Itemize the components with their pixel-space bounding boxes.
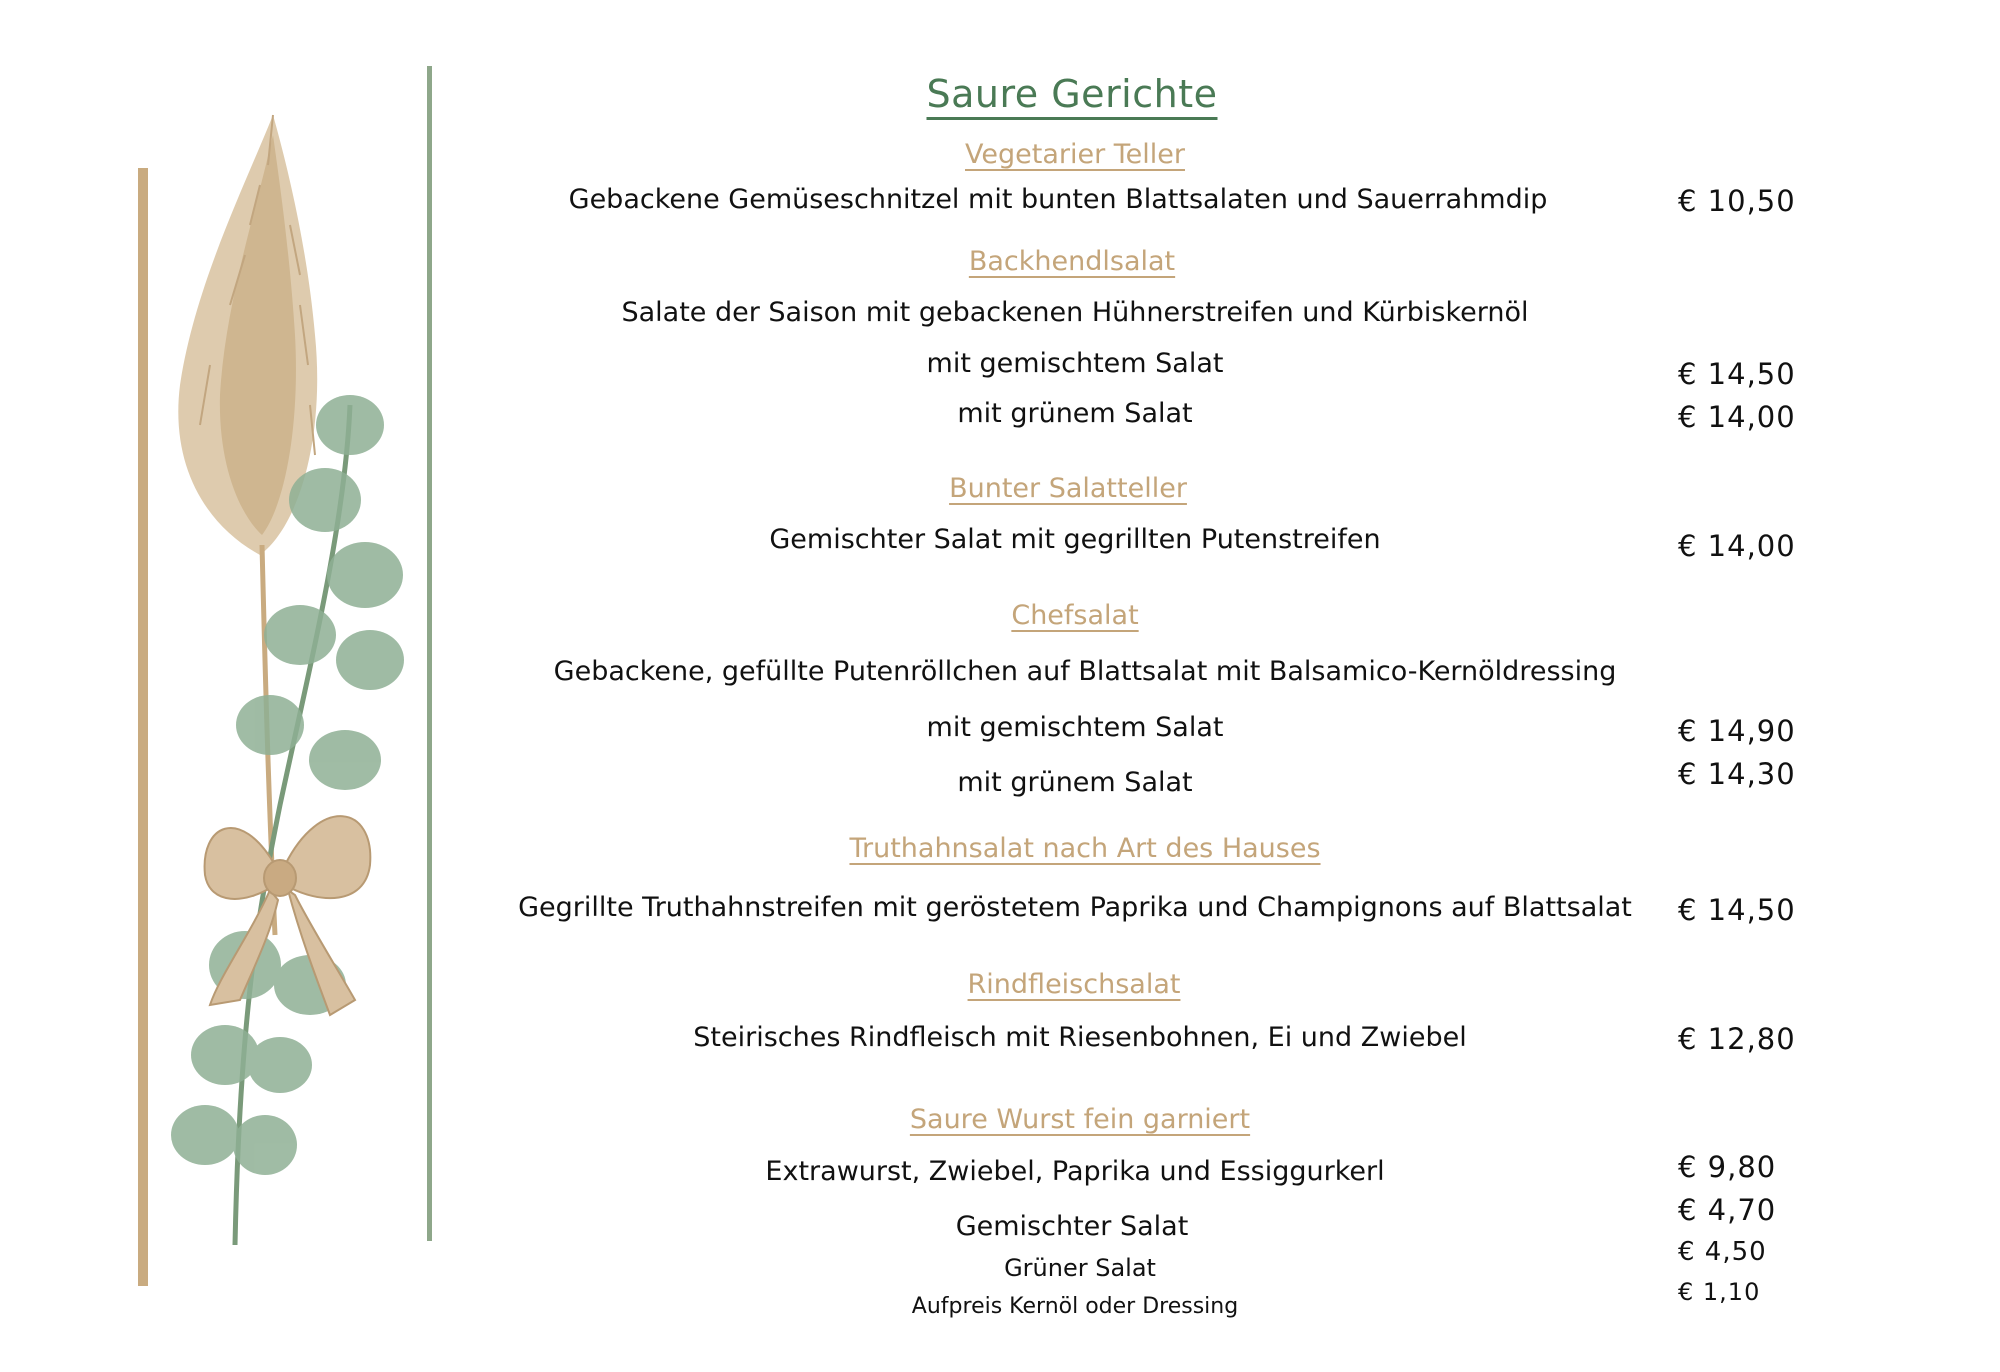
item-price: € 10,50 (1678, 184, 1796, 218)
extra-label: Aufpreis Kernöl oder Dressing (911, 1294, 1239, 1319)
extra-price: € 4,70 (1678, 1193, 1777, 1227)
pampas-eucalyptus-illustration (150, 105, 420, 1255)
decorative-bar-tan (138, 168, 148, 1286)
variant-price: € 14,30 (1678, 757, 1796, 791)
section-title-vegetarier-teller: Vegetarier Teller (965, 139, 1185, 170)
variant-price: € 14,90 (1678, 714, 1796, 748)
extra-price: € 4,50 (1678, 1237, 1767, 1267)
variant-price: € 14,50 (1678, 357, 1796, 391)
extra-label: Gemischter Salat (955, 1211, 1189, 1242)
extra-price: € 1,10 (1678, 1278, 1761, 1306)
variant-label: mit grünem Salat (957, 398, 1193, 429)
extra-label: Grüner Salat (1004, 1254, 1156, 1282)
menu-title: Saure Gerichte (926, 72, 1218, 116)
item-price: € 14,00 (1678, 529, 1796, 563)
section-title-saure-wurst: Saure Wurst fein garniert (909, 1104, 1251, 1135)
section-title-rindfleischsalat: Rindfleischsalat (967, 969, 1181, 1000)
variant-label: mit grünem Salat (957, 767, 1193, 798)
item-description: Gebackene, gefüllte Putenröllchen auf Blattsalat mit Balsamico-Kernöldressing (553, 656, 1617, 687)
section-title-bunter-salatteller: Bunter Salatteller (949, 473, 1187, 504)
item-description: Steirisches Rindfleisch mit Riesenbohnen, Ei und Zwiebel (693, 1022, 1467, 1053)
section-title-truthahnsalat: Truthahnsalat nach Art des Hauses (849, 833, 1321, 864)
section-title-backhendlsalat: Backhendlsalat (968, 246, 1176, 277)
item-price: € 14,50 (1678, 893, 1796, 927)
item-description: Gebackene Gemüseschnitzel mit bunten Blattsalaten und Sauerrahmdip (568, 184, 1548, 215)
section-title-chefsalat: Chefsalat (1011, 600, 1139, 631)
variant-label: mit gemischtem Salat (926, 712, 1224, 743)
decorative-bar-green (427, 66, 432, 1241)
item-description: Salate der Saison mit gebackenen Hühnerstreifen und Kürbiskernöl (621, 297, 1529, 328)
item-description: Extrawurst, Zwiebel, Paprika und Essiggurkerl (765, 1156, 1385, 1187)
item-price: € 12,80 (1678, 1022, 1796, 1056)
item-description: Gegrillte Truthahnstreifen mit geröstetem Paprika und Champignons auf Blattsalat (518, 892, 1632, 923)
item-description: Gemischter Salat mit gegrillten Putenstreifen (769, 524, 1381, 555)
variant-price: € 14,00 (1678, 400, 1796, 434)
item-price: € 9,80 (1678, 1150, 1777, 1184)
variant-label: mit gemischtem Salat (926, 348, 1224, 379)
